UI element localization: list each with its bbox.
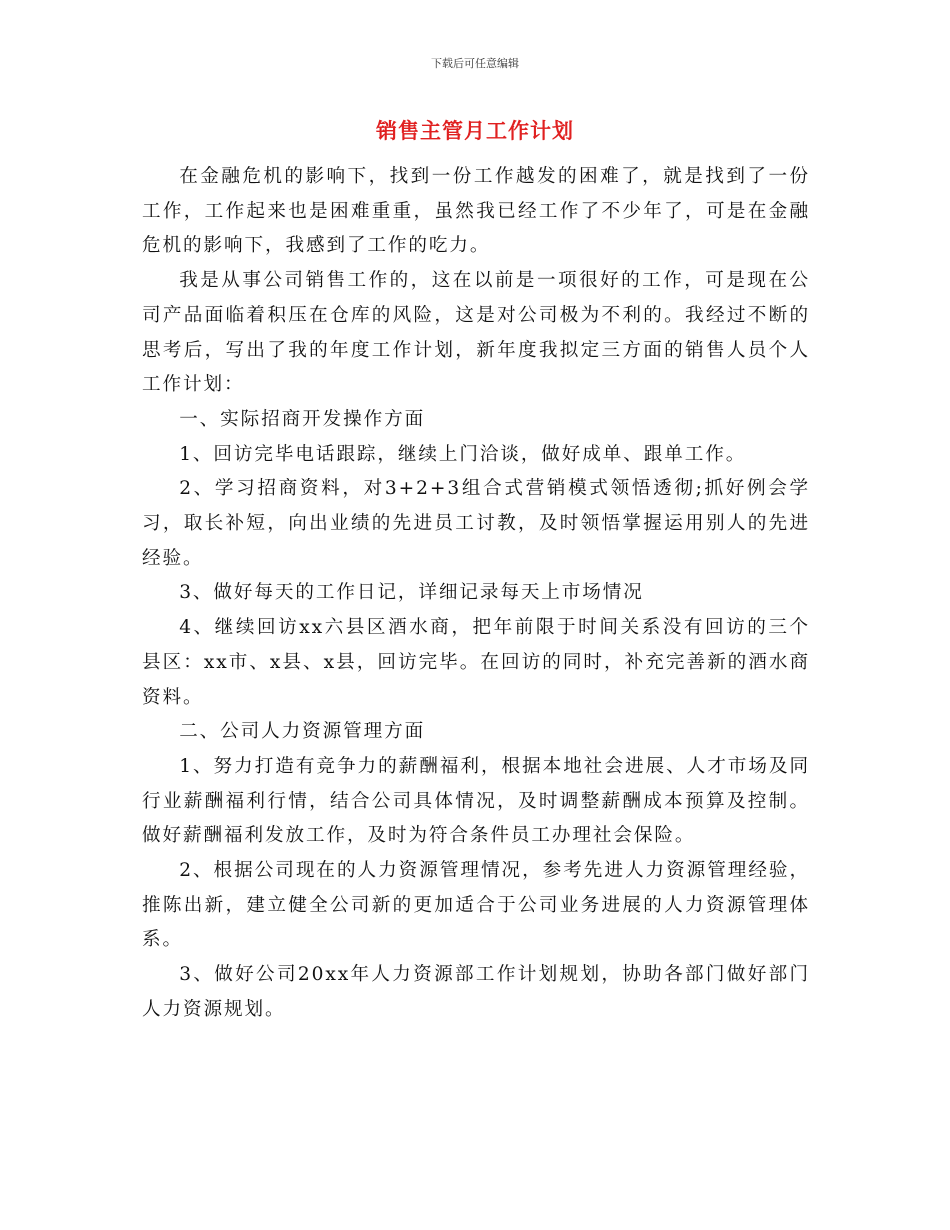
document-title: 销售主管月工作计划 — [376, 119, 574, 143]
list-item: 3、做好每天的工作日记，详细记录每天上市场情况 — [179, 582, 644, 604]
list-item: 2、学习招商资料，对3+2+3组合式营销模式领悟透彻;抓好例会学习，取长补短，向出业绩的先进员工讨教，及时领悟掌握运用别人的先进经验。 — [142, 478, 810, 569]
list-item: 1、努力打造有竞争力的薪酬福利，根据本地社会进展、人才市场及同行业薪酬福利行情，结合公司具体情况，及时调整薪酬成本预算及控制。做好薪酬福利发放工作，及时为符合条件员工办理社会保险。 — [142, 755, 810, 847]
section-heading-2: 二、公司人力资源管理方面 — [179, 721, 426, 743]
paragraph-intro-1: 在金融危机的影响下，找到一份工作越发的困难了，就是找到了一份工作，工作起来也是困难重重，虽然我已经工作了不少年了，可是在金融危机的影响下，我感到了工作的吃力。 — [142, 166, 810, 257]
list-item: 3、做好公司20xx年人力资源部工作计划规划，协助各部门做好部门人力资源规划。 — [142, 964, 810, 1020]
paragraph-intro-2: 我是从事公司销售工作的，这在以前是一项很好的工作，可是现在公司产品面临着积压在仓库的风险，这是对公司极为不利的。我经过不断的思考后，写出了我的年度工作计划，新年度我拟定三方面的销售人员个人工作计划： — [142, 270, 810, 396]
list-item: 4、继续回访xx六县区酒水商，把年前限于时间关系没有回访的三个县区：xx市、x县、x县，回访完毕。在回访的同时，补充完善新的酒水商资料。 — [142, 617, 810, 708]
list-item: 2、根据公司现在的人力资源管理情况，参考先进人力资源管理经验，推陈出新，建立健全公司新的更加适合于公司业务进展的人力资源管理体系。 — [142, 860, 810, 951]
section-heading-1: 一、实际招商开发操作方面 — [179, 408, 426, 430]
list-item: 1、回访完毕电话跟踪，继续上门洽谈，做好成单、跟单工作。 — [179, 443, 747, 465]
document-body — [142, 160, 810, 1028]
header-note: 下载后可任意编辑 — [431, 57, 519, 70]
